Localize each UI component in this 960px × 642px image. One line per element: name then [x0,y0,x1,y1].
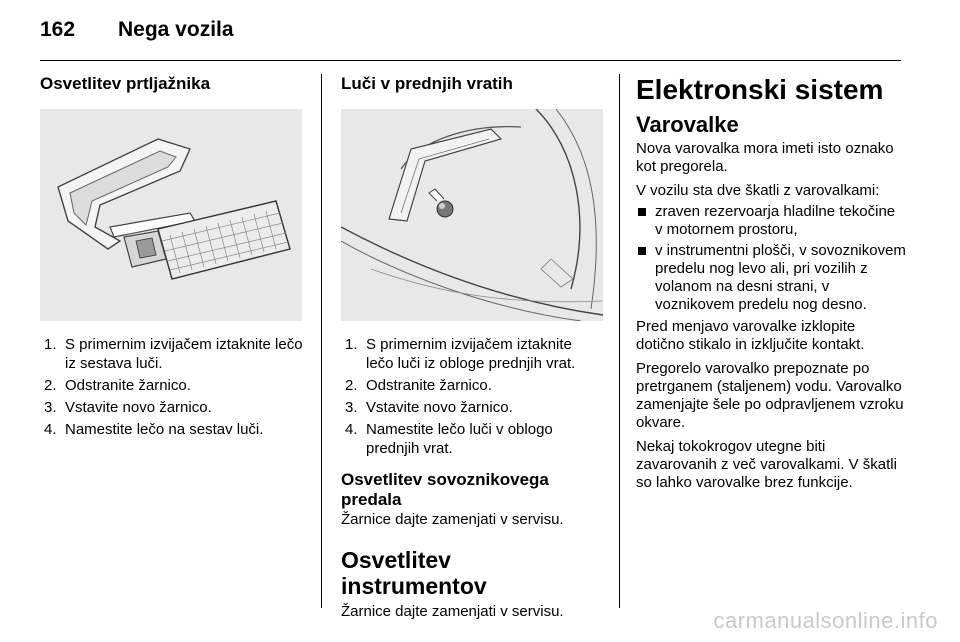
watermark: carmanualsonline.info [713,608,938,633]
list-item: v instrumentni plošči, v sovoznikovem predelu nog levo ali, pri vozilih z volanom na desni strani, v voznikovem predelu nog desno. [636,242,906,314]
header-rule [40,60,901,61]
section-title-glovebox-light: Osvetlitev sovoznikovega predala [341,470,549,509]
paragraph: Pregorelo varovalko prepoznate po pretrganem (staljenem) vodu. Varovalko zamenjajte šele po odpravljenem vzroku okvare. [636,360,904,431]
list-item: 4. Namestite lečo luči v oblogo prednjih vrat. [345,421,553,457]
section-title-door-light: Luči v prednjih vratih [341,74,513,93]
paragraph: Nekaj tokokrogov utegne biti zavarovanih z več varovalkami. V škatli so lahko varovalke brez funkcije. [636,438,897,491]
fuse-box-locations [636,203,906,314]
page-number: 162 [40,18,76,41]
section-title-electrical-system: Elektronski sistem [636,74,884,105]
trunk-light-drawing [40,109,302,321]
list-item: zraven rezervoarja hladilne tekočine v motornem prostoru, [636,203,906,239]
section-title-instrument-light: Osvetlitev instrumentov [341,547,487,599]
door-light-drawing [341,109,603,321]
list-item: 1. S primernim izvijačem iztaknite lečo luči iz obloge prednjih vrat. [345,336,576,372]
instrument-light-text: Žarnice dajte zamenjati v servisu. [341,603,564,620]
column-door-light [341,74,603,621]
chapter-title: Nega vozila [118,18,234,41]
list-item: 3. Vstavite novo žarnico. [345,399,513,416]
list-item: 1. S primernim izvijačem iztaknite lečo iz sestava luči. [44,336,303,372]
list-item: 2. Odstranite žarnico. [44,377,191,394]
door-light-steps [341,335,603,458]
bullet-icon [638,247,646,255]
bullet-icon [638,208,646,216]
column-divider [321,74,322,608]
paragraph: Nova varovalka mora imeti isto oznako kot pregorela. [636,140,894,175]
column-electrical-system [636,74,906,492]
paragraph: V vozilu sta dve škatli z varovalkami: [636,182,880,199]
subsection-title-fuses: Varovalke [636,112,739,137]
trunk-light-illustration [40,109,302,321]
paragraph: Pred menjavo varovalke izklopite dotično stikalo in izključite kontakt. [636,318,865,353]
trunk-light-steps [40,335,304,439]
column-trunk-light [40,74,304,442]
list-item: 3. Vstavite novo žarnico. [44,399,212,416]
list-item: 4. Namestite lečo na sestav luči. [44,421,264,438]
list-item: 2. Odstranite žarnico. [345,377,492,394]
column-divider [619,74,620,608]
section-title-trunk-light: Osvetlitev prtljažnika [40,74,211,93]
door-light-illustration [341,109,603,321]
glovebox-light-text: Žarnice dajte zamenjati v servisu. [341,511,564,528]
